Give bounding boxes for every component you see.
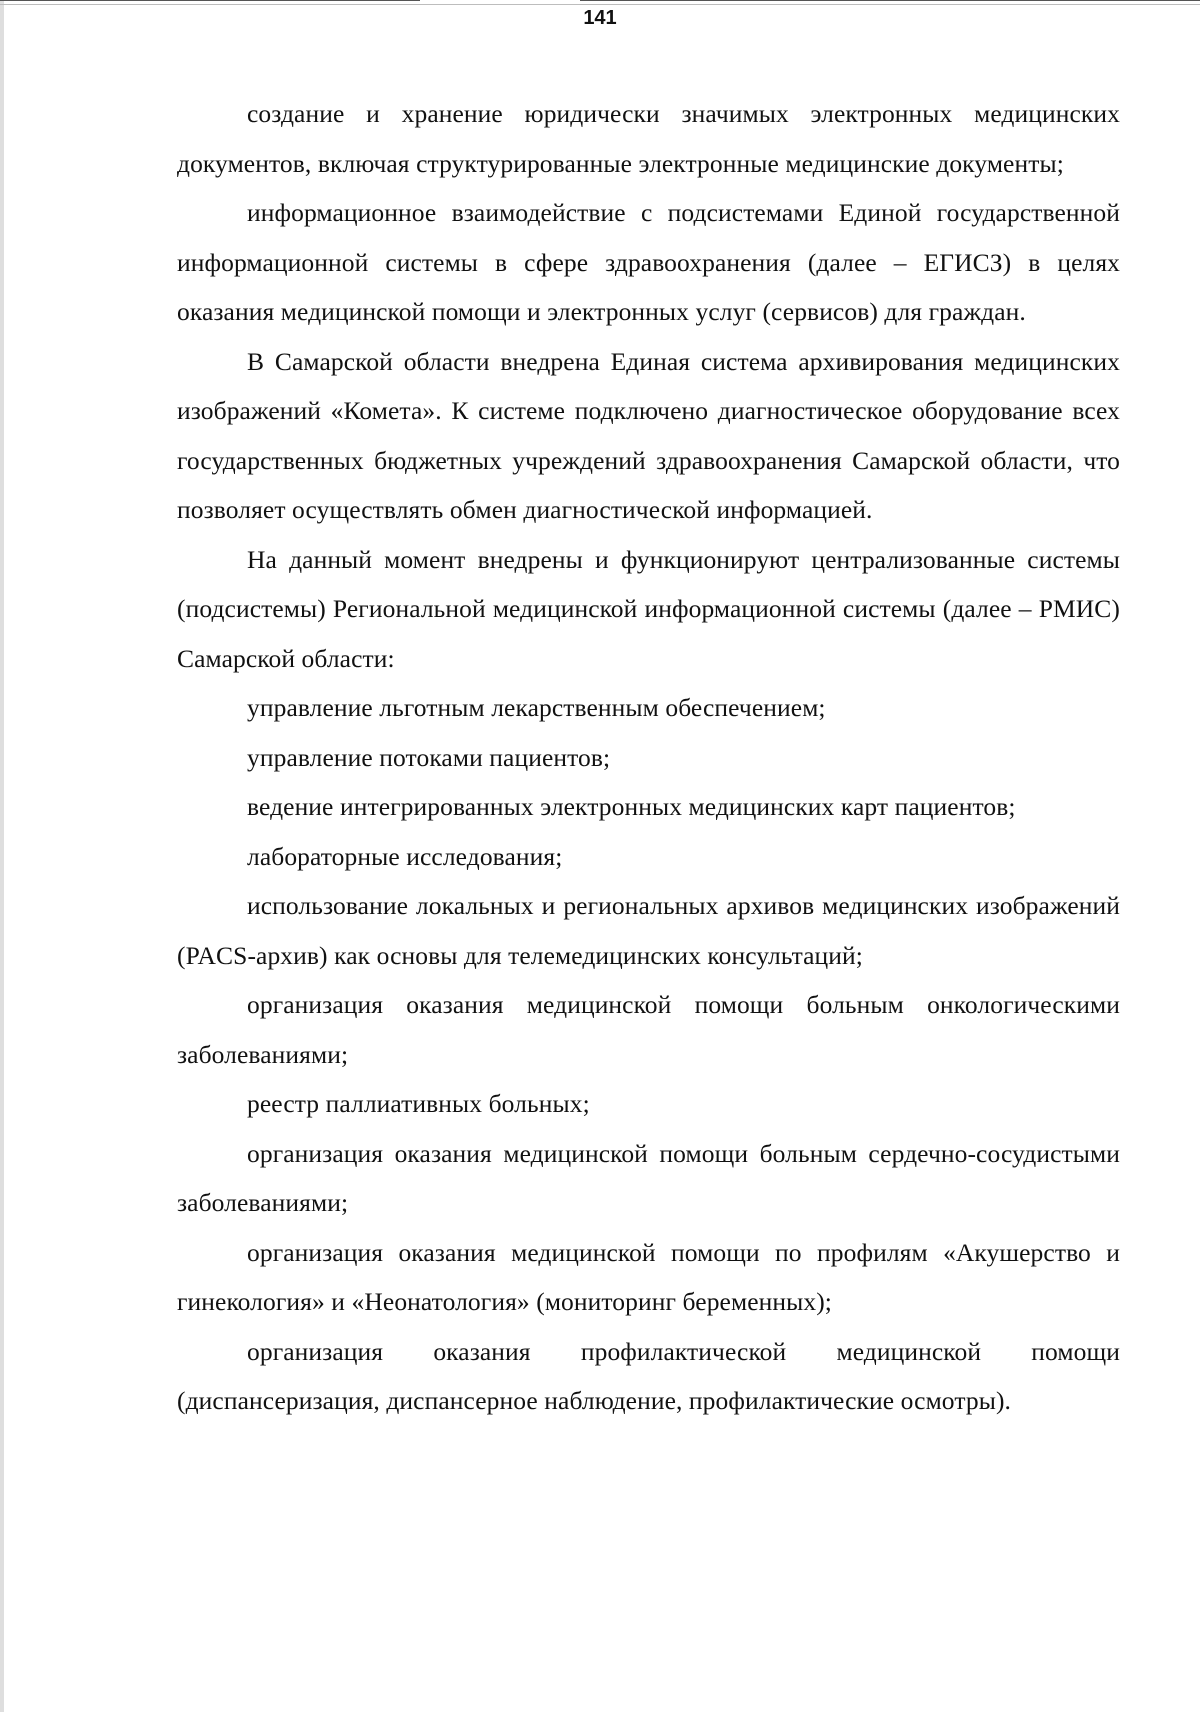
paragraph: создание и хранение юридически значимых электронных медицинских документов, включая структурированные электронные медицинские документы; [177,99,1120,178]
list-item: использование локальных и региональных архивов медицинских изображений (PACS-архив) как основы для телемедицинских консультаций; [177,891,1120,970]
paragraph: В Самарской области внедрена Единая система архивирования медицинских изображений «Комета». К системе подключено диагностическое оборудование всех государственных бюджетных учреждений здравоохранения Самарской области, что позволяет осуществлять обмен диагностической информацией. [177,346,1120,524]
list-item: управление льготным лекарственным обеспечением; [247,693,826,722]
scan-edge-artifact [0,0,4,1712]
scan-top-rule-right [580,0,1200,1]
list-item: организация оказания профилактической медицинской помощи (диспансеризация, диспансерное наблюдение, профилактические осмотры). [177,1336,1120,1415]
page-number: 141 [583,7,617,29]
list-item: лабораторные исследования; [247,841,563,871]
document-body [177,89,1120,1426]
list-item: организация оказания медицинской помощи больным онкологическими заболеваниями; [177,990,1120,1069]
list-item: реестр паллиативных больных; [247,1089,590,1118]
list-item: организация оказания медицинской помощи по профилям «Акушерство и гинекология» и «Неонатология» (мониторинг беременных); [177,1237,1120,1316]
list-item: организация оказания медицинской помощи больным сердечно-сосудистыми заболеваниями; [177,1138,1120,1217]
paragraph: На данный момент внедрены и функционируют централизованные системы (подсистемы) Региональной медицинской информационной системы (далее – РМИС) Самарской области: [177,544,1120,673]
list-item: ведение интегрированных электронных медицинских карт пациентов; [247,792,1016,821]
paragraph: информационное взаимодействие с подсистемами Единой государственной информационной системы в сфере здравоохранения (далее – ЕГИСЗ) в целях оказания медицинской помощи и электронных услуг (сервисов) для граждан. [177,198,1120,326]
list-item: управление потоками пациентов; [247,742,611,772]
scan-top-rule-left [0,0,420,1]
